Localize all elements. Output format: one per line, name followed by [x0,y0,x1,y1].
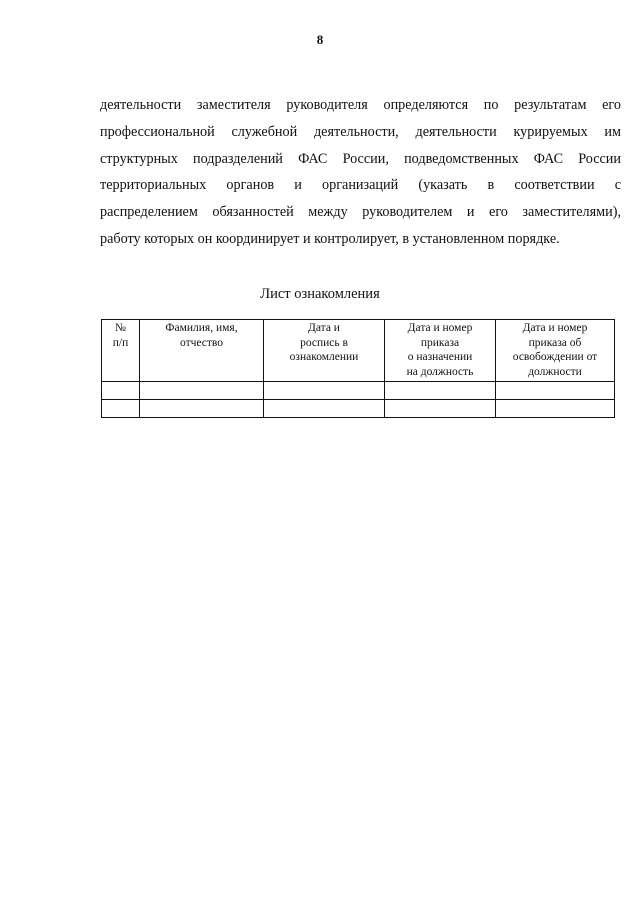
body-line: территориальных органов и организаций (указать в соответствии с [100,177,621,194]
table-cell [385,400,496,418]
header-line: должности [528,365,582,378]
header-line: приказа [420,336,460,349]
header-line: приказа об [528,336,582,349]
header-line: освобождении от [512,351,598,363]
table-cell [140,400,264,418]
table-cell [496,382,615,400]
body-line: работу которых он координирует и контролирует, в установленном порядке. [100,230,560,247]
header-full-name [140,320,264,382]
body-line: структурных подразделений ФАС России, подведомственных ФАС России [100,150,621,167]
table-cell [264,400,385,418]
header-line: Дата и номер [522,322,588,334]
body-line: распределением обязанностей между руководителем и его заместителями), [100,204,621,221]
header-line: п/п [112,336,129,349]
table-cell [385,382,496,400]
header-number [102,320,140,382]
body-line: деятельности заместителя руководителя определяются по результатам его [100,97,621,113]
table-row [102,382,615,400]
header-line: о назначении [407,351,473,363]
header-line: на должность [406,365,474,378]
header-line: Дата и номер [407,322,473,334]
table-cell [140,382,264,400]
header-line: роспись в [300,336,348,349]
header-appointment-order [385,320,496,382]
table-cell [264,382,385,400]
table-cell [102,400,140,418]
header-line: Фамилия, имя, [165,322,238,334]
header-line: ознакомлении [289,351,359,363]
table-cell [496,400,615,418]
table-cell [102,382,140,400]
header-line: отчество [179,336,224,349]
header-line: № [115,322,126,334]
header-date-signature [264,320,385,382]
header-line: Дата и [308,322,340,334]
table-row [102,400,615,418]
section-title: Лист ознакомления [260,286,380,302]
header-dismissal-order [496,320,615,382]
page-number: 8 [316,32,324,47]
body-line: профессиональной служебной деятельности, деятельности курируемых им [100,123,621,140]
table-header-row [102,320,615,382]
acknowledgement-table [101,319,615,418]
body-paragraph [100,92,621,253]
